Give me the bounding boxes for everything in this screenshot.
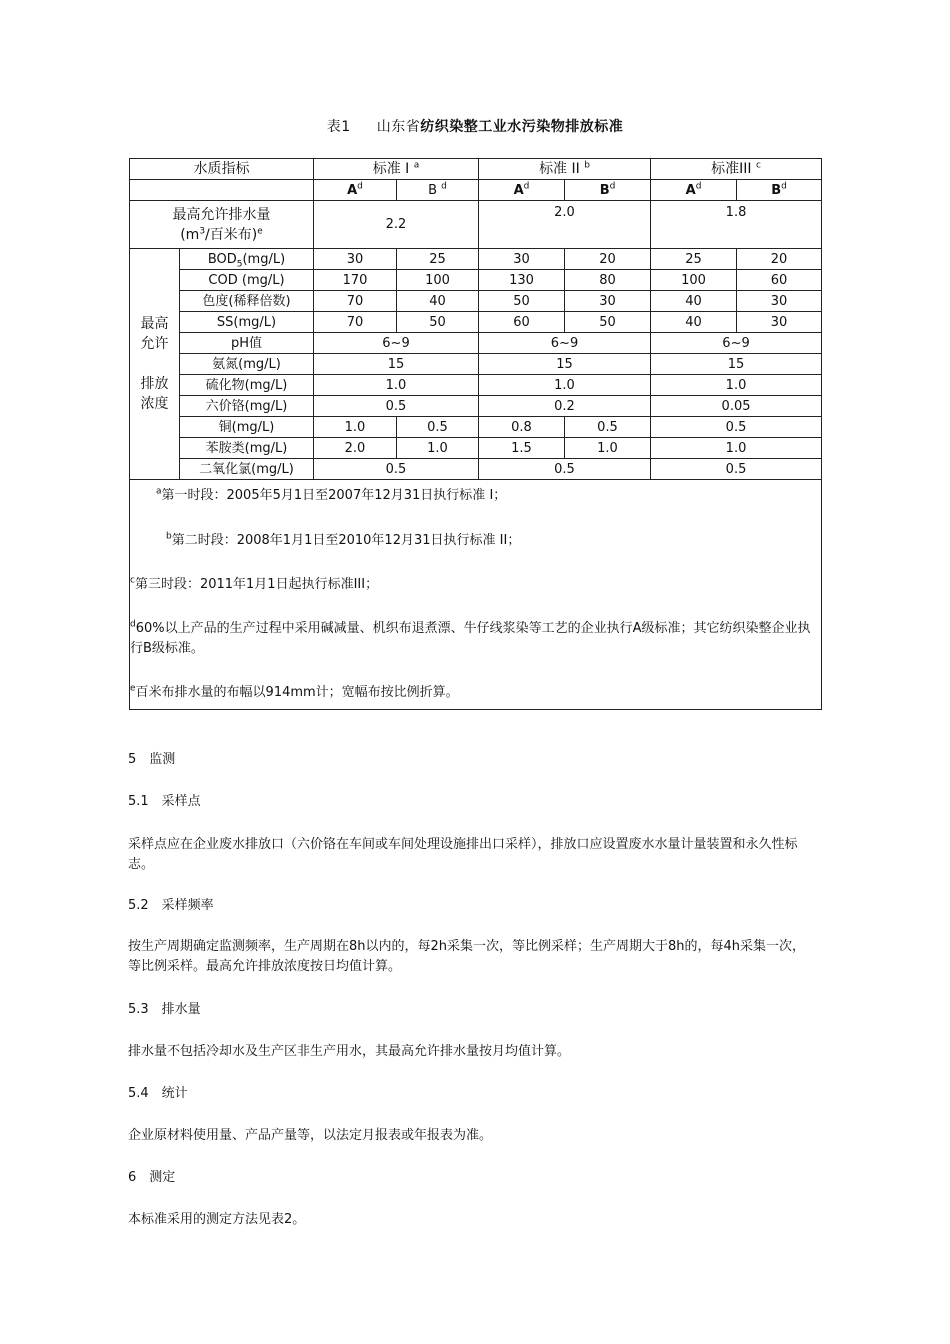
- value-cell: 60: [737, 270, 822, 291]
- pollutant-name: COD (mg/L): [180, 270, 314, 291]
- table-row: [130, 375, 822, 396]
- value-cell: 15: [479, 354, 651, 375]
- value-cell: 40: [397, 291, 479, 312]
- caption-title: 纺织染整工业水污染物排放标准: [420, 119, 624, 135]
- value-cell: 25: [397, 249, 479, 270]
- value-cell: 0.5: [565, 417, 651, 438]
- value-cell: 70: [314, 312, 397, 333]
- pollutant-name: 铜(mg/L): [180, 417, 314, 438]
- value-cell: 70: [314, 291, 397, 312]
- section-heading-5: 5 监测: [128, 752, 176, 767]
- paragraph-5-3: 排水量不包括冷却水及生产区非生产用水，其最高允许排水量按月均值计算。: [128, 1044, 571, 1059]
- paragraph-5-4: 企业原材料使用量、产品产量等，以法定月报表或年报表为准。: [128, 1128, 493, 1143]
- value-cell: 50: [479, 291, 565, 312]
- header-grade-a: $A^d$: [314, 180, 397, 201]
- header-grade-b: $B^d$: [565, 180, 651, 201]
- table-row: [130, 270, 822, 291]
- value-cell: 20: [565, 249, 651, 270]
- table-number: 表1: [326, 119, 351, 135]
- value-cell: 30: [565, 291, 651, 312]
- header-row-2: [130, 180, 822, 201]
- note-d: $^d$60%以上产品的生产过程中采用碱减量、机织布退煮漂、牛仔线浆染等工艺的企业执行A级标准；其它纺织染整企业执行B级标准。: [130, 619, 811, 656]
- max-water-std2: 2.0: [479, 201, 651, 249]
- table-row: [130, 438, 822, 459]
- value-cell: 50: [565, 312, 651, 333]
- header-grade-b: $B^d$: [737, 180, 822, 201]
- header-grade-b: B $^d$: [397, 180, 479, 201]
- note-b: $^b$第二时段：2008年1月1日至2010年12月31日执行标准 II；: [166, 531, 521, 548]
- header-standard-2: 标准 II $^b$: [479, 159, 651, 180]
- section-heading-5-3: 5.3 排水量: [128, 1002, 201, 1017]
- pollutant-name: 六价铬(mg/L): [180, 396, 314, 417]
- value-cell: 15: [314, 354, 479, 375]
- value-cell: 0.8: [479, 417, 565, 438]
- value-cell: 60: [479, 312, 565, 333]
- pollutant-name: pH值: [180, 333, 314, 354]
- value-cell: 50: [397, 312, 479, 333]
- value-cell: 6~9: [651, 333, 822, 354]
- value-cell: 2.0: [314, 438, 397, 459]
- max-water-row: [130, 201, 822, 249]
- value-cell: 1.0: [314, 417, 397, 438]
- note-c: $^c$第三时段：2011年1月1日起执行标准III；: [130, 575, 379, 592]
- value-cell: 130: [479, 270, 565, 291]
- note-e: $^e$百米布排水量的布幅以914mm计；宽幅布按比例折算。: [130, 683, 459, 700]
- notes-row: [130, 480, 822, 710]
- value-cell: 40: [651, 291, 737, 312]
- value-cell: 1.0: [651, 375, 822, 396]
- pollutant-name: 硫化物(mg/L): [180, 375, 314, 396]
- table-row: [130, 291, 822, 312]
- value-cell: 1.0: [314, 375, 479, 396]
- value-cell: 100: [397, 270, 479, 291]
- header-standard-1: 标准 I $^a$: [314, 159, 479, 180]
- paragraph-5-2: 按生产周期确定监测频率，生产周期在8h以内的，每2h采集一次，等比例采样；生产周期大于8h的，每4h采集一次，等比例采样。最高允许排放浓度按日均值计算。: [128, 939, 806, 974]
- value-cell: 1.0: [565, 438, 651, 459]
- value-cell: 6~9: [314, 333, 479, 354]
- pollutant-name: $BOD_5(mg/L)$: [180, 249, 314, 270]
- section-heading-5-1: 5.1 采样点: [128, 794, 201, 809]
- table-row: [130, 333, 822, 354]
- value-cell: 0.05: [651, 396, 822, 417]
- table-row: [130, 417, 822, 438]
- value-cell: 30: [479, 249, 565, 270]
- caption-region: 山东省: [376, 119, 421, 135]
- value-cell: 0.5: [479, 459, 651, 480]
- value-cell: 80: [565, 270, 651, 291]
- value-cell: 20: [737, 249, 822, 270]
- max-water-std3: 1.8: [651, 201, 822, 249]
- value-cell: 30: [737, 312, 822, 333]
- header-indicator: 水质指标: [130, 159, 314, 180]
- max-water-std1: 2.2: [314, 201, 479, 249]
- table-row: [130, 354, 822, 375]
- value-cell: 30: [737, 291, 822, 312]
- value-cell: 0.5: [314, 396, 479, 417]
- value-cell: 1.5: [479, 438, 565, 459]
- value-cell: 1.0: [479, 375, 651, 396]
- paragraph-5-1: 采样点应在企业废水排放口（六价铬在车间或车间处理设施排出口采样），排放口应设置废水水量计量装置和永久性标志。: [128, 837, 798, 872]
- value-cell: 1.0: [651, 438, 822, 459]
- pollutant-name: 色度(稀释倍数): [180, 291, 314, 312]
- table-row: [130, 249, 822, 270]
- value-cell: 0.5: [651, 417, 822, 438]
- value-cell: 15: [651, 354, 822, 375]
- header-grade-a: $A^d$: [479, 180, 565, 201]
- emission-standard-table: [129, 158, 822, 710]
- table-notes: [130, 480, 822, 710]
- table-row: [130, 312, 822, 333]
- pollutant-name: 氨氮(mg/L): [180, 354, 314, 375]
- value-cell: 6~9: [479, 333, 651, 354]
- value-cell: 1.0: [397, 438, 479, 459]
- section-heading-5-2: 5.2 采样频率: [128, 898, 214, 913]
- pollutant-name: SS(mg/L): [180, 312, 314, 333]
- header-row-1: [130, 159, 822, 180]
- value-cell: 0.5: [651, 459, 822, 480]
- value-cell: 30: [314, 249, 397, 270]
- header-blank: [130, 180, 314, 201]
- pollutant-name: 二氧化氯(mg/L): [180, 459, 314, 480]
- section-heading-6: 6 测定: [128, 1170, 176, 1185]
- max-water-label: 最高允许排水量 ($m^3/$百米布)$^e$: [130, 201, 314, 249]
- group-label: 最高 允许 排放 浓度: [130, 249, 180, 480]
- value-cell: 40: [651, 312, 737, 333]
- paragraph-6: 本标准采用的测定方法见表2。: [128, 1212, 306, 1227]
- value-cell: 0.2: [479, 396, 651, 417]
- table-row: [130, 396, 822, 417]
- table-row: [130, 459, 822, 480]
- header-grade-a: $A^d$: [651, 180, 737, 201]
- table-caption: [0, 116, 950, 136]
- note-a: $^a$第一时段：2005年5月1日至2007年12月31日执行标准 I；: [156, 486, 507, 503]
- value-cell: 0.5: [397, 417, 479, 438]
- header-standard-3: 标准III $^c$: [651, 159, 822, 180]
- value-cell: 0.5: [314, 459, 479, 480]
- section-heading-5-4: 5.4 统计: [128, 1086, 188, 1101]
- value-cell: 25: [651, 249, 737, 270]
- pollutant-name: 苯胺类(mg/L): [180, 438, 314, 459]
- value-cell: 170: [314, 270, 397, 291]
- value-cell: 100: [651, 270, 737, 291]
